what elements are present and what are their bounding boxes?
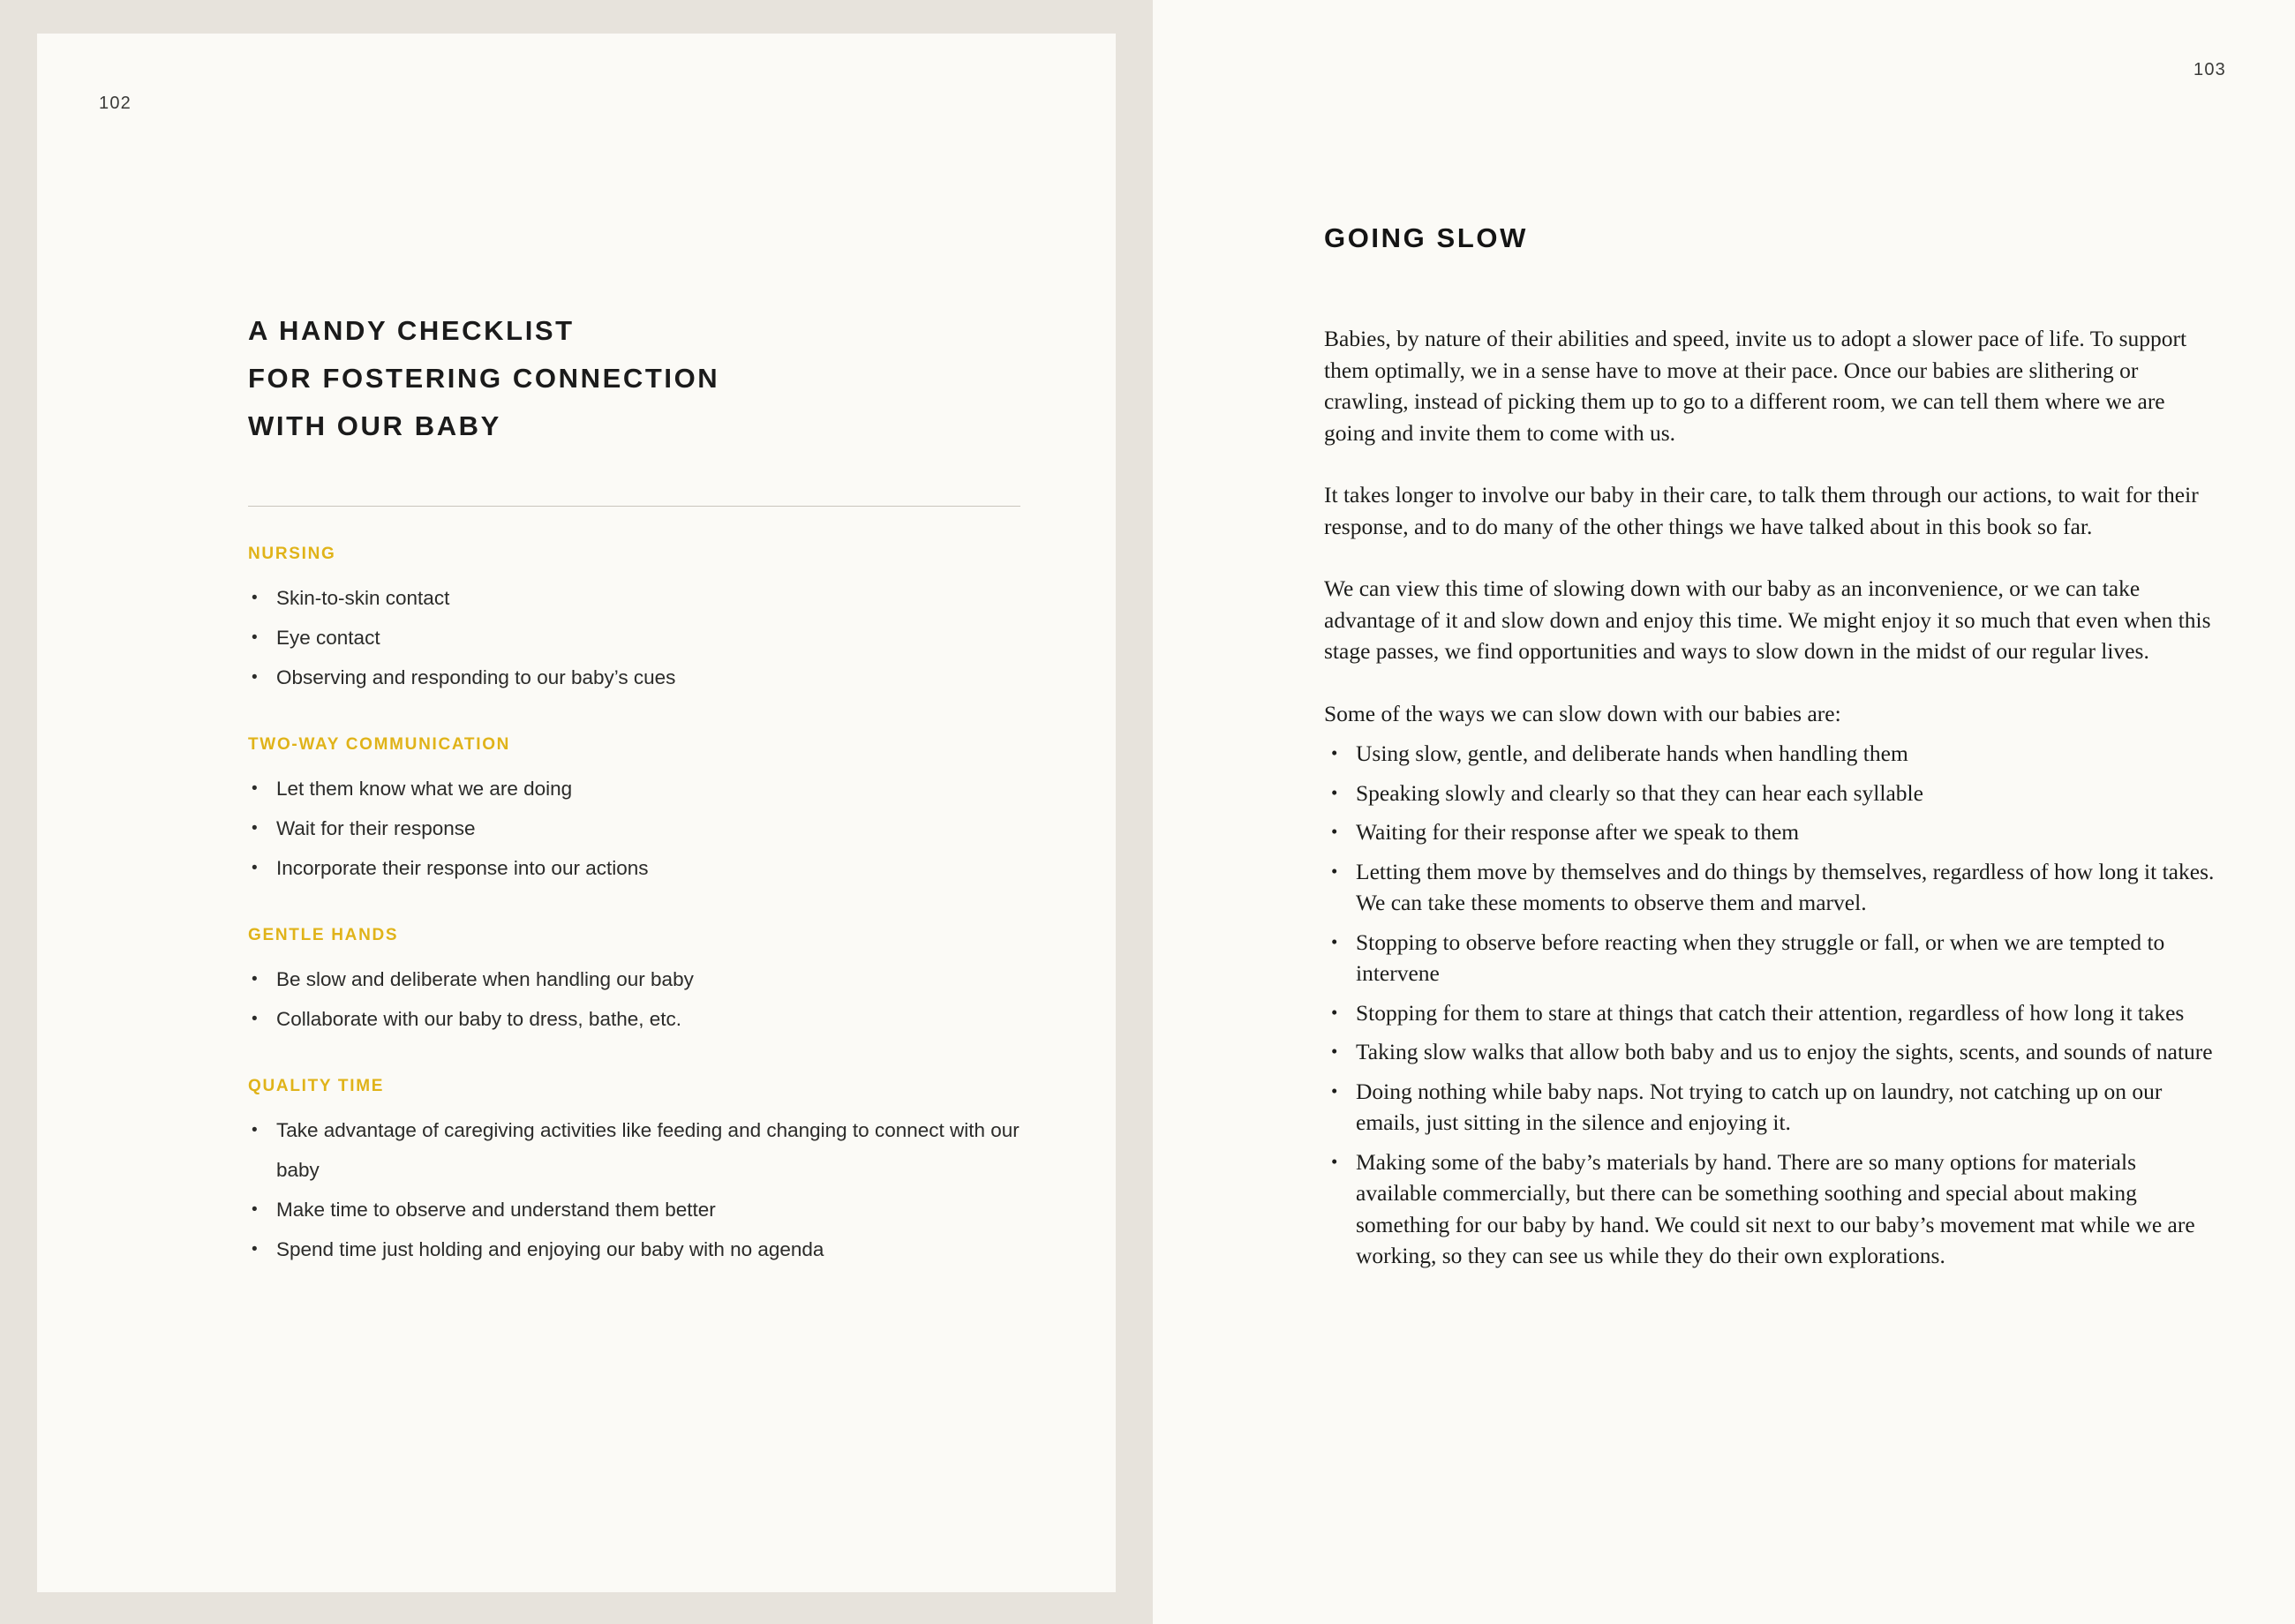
page-number-right: 103 <box>2193 60 2226 79</box>
bullet-icon: • <box>252 668 258 687</box>
list-item <box>248 769 1042 808</box>
list-item <box>248 1229 1042 1269</box>
list-item-text: Let them know what we are doing <box>276 778 573 800</box>
bullet-icon: • <box>252 1240 258 1259</box>
bullet-icon: • <box>1331 742 1338 763</box>
list-item-text: Collaborate with our baby to dress, bathe, etc. <box>276 1008 682 1030</box>
checklist-block <box>248 307 1042 1269</box>
body-paragraph: It takes longer to involve our baby in their care, to talk them through our actions, to wait for their response, and to do many of the other things we have talked about in this book so far. <box>1324 482 2199 539</box>
list-item-text: Making some of the baby’s materials by hand. There are so many options for materials available commercially, but there can be something soothing and special about making something for our baby by hand. We could sit next to our baby’s movement mat while we are working, so they can see us while they do their own explorations. <box>1356 1148 2195 1268</box>
list-item <box>1324 1147 2216 1272</box>
checklist-title-line-1: A HANDY CHECKLIST <box>248 315 575 346</box>
list-item-text: Letting them move by themselves and do things by themselves, regardless of how long it takes. We can take these moments to observe them and marvel. <box>1356 858 2215 915</box>
bullet-icon: • <box>252 1121 258 1139</box>
list-item-text: Eye contact <box>276 627 380 649</box>
list-item <box>248 578 1042 618</box>
bullet-icon: • <box>1331 821 1338 842</box>
bullet-icon: • <box>1331 1041 1338 1062</box>
list-item-text: Be slow and deliberate when handling our baby <box>276 968 694 990</box>
bullet-icon: • <box>252 628 258 647</box>
bullet-icon: • <box>1331 1150 1338 1172</box>
checklist-items <box>248 959 1042 1039</box>
checklist-group-heading: QUALITY TIME <box>248 1077 385 1095</box>
body-paragraph: We can view this time of slowing down with our baby as an inconvenience, or we can take advantage of it and slow down and enjoy this time. We might enjoy it so much that even when this stage passes, we find opportunities and ways to slow down in the midst of our regular lives. <box>1324 575 2211 664</box>
bullet-icon: • <box>252 779 258 798</box>
list-item-text: Observing and responding to our baby’s cues <box>276 666 676 688</box>
bullet-icon: • <box>252 589 258 607</box>
checklist-title <box>248 307 1042 450</box>
list-intro-paragraph: Some of the ways we can slow down with our babies are: <box>1324 700 1841 726</box>
checklist-group <box>248 1077 1042 1269</box>
checklist-group <box>248 545 1042 697</box>
checklist-title-line-3: WITH OUR BABY <box>248 410 501 441</box>
list-item <box>1324 927 2216 989</box>
horizontal-divider <box>248 506 1020 507</box>
list-item <box>248 999 1042 1039</box>
list-item <box>1324 1076 2216 1139</box>
slow-down-list <box>1324 738 2216 1272</box>
page-number-left: 102 <box>99 94 132 113</box>
list-item-text: Take advantage of caregiving activities like feeding and changing to connect with our baby <box>276 1119 1020 1181</box>
list-item <box>1324 778 2216 809</box>
list-item <box>248 658 1042 697</box>
list-item-text: Stopping for them to stare at things that catch their attention, regardless of how long it takes <box>1356 999 2185 1026</box>
list-item-text: Make time to observe and understand them better <box>276 1199 716 1221</box>
list-item-text: Skin-to-skin contact <box>276 587 450 609</box>
list-item <box>1324 1036 2216 1068</box>
checklist-items <box>248 1110 1042 1269</box>
bullet-icon: • <box>1331 781 1338 803</box>
checklist-group-heading: NURSING <box>248 545 336 563</box>
right-page <box>1153 0 2295 1624</box>
list-item <box>1324 997 2216 1029</box>
list-item <box>248 848 1042 888</box>
list-item <box>1324 816 2216 848</box>
list-item <box>1324 738 2216 770</box>
checklist-items <box>248 769 1042 888</box>
body-paragraph: Babies, by nature of their abilities and speed, invite us to adopt a slower pace of life. To support them optimally, we in a sense have to move at their pace. Once our babies are slithering or crawling, instead of picking them up to go to a different room, we can tell them where we are going and invite them to come with us. <box>1324 326 2187 446</box>
bullet-icon: • <box>252 1010 258 1028</box>
checklist-group-heading: GENTLE HANDS <box>248 926 399 944</box>
checklist-group <box>248 735 1042 888</box>
list-item <box>248 959 1042 999</box>
right-page-content-area <box>1324 222 2216 1280</box>
bullet-icon: • <box>1331 1079 1338 1101</box>
list-item <box>248 1110 1042 1190</box>
checklist-items <box>248 578 1042 697</box>
bullet-icon: • <box>252 1200 258 1219</box>
bullet-icon: • <box>1331 1001 1338 1023</box>
left-page-content-area <box>37 34 1116 1592</box>
list-item <box>248 618 1042 658</box>
section-title: GOING SLOW <box>1324 222 1528 253</box>
list-item <box>248 808 1042 848</box>
list-item-text: Taking slow walks that allow both baby and us to enjoy the sights, scents, and sounds of nature <box>1356 1039 2213 1064</box>
list-item-text: Speaking slowly and clearly so that they can hear each syllable <box>1356 779 1923 806</box>
list-item-text: Incorporate their response into our actions <box>276 857 649 879</box>
list-item <box>1324 856 2216 919</box>
bullet-icon: • <box>252 859 258 877</box>
list-item <box>248 1190 1042 1229</box>
list-item-text: Wait for their response <box>276 817 476 839</box>
bullet-icon: • <box>1331 860 1338 882</box>
list-item-text: Doing nothing while baby naps. Not trying to catch up on laundry, not catching up on our emails, just sitting in the silence and enjoying it. <box>1356 1078 2163 1135</box>
bullet-icon: • <box>1331 930 1338 952</box>
list-item-text: Spend time just holding and enjoying our baby with no agenda <box>276 1238 824 1260</box>
list-item-text: Waiting for their response after we speak to them <box>1356 819 1800 845</box>
checklist-group <box>248 926 1042 1039</box>
list-item-text: Using slow, gentle, and deliberate hands when handling them <box>1356 741 1908 766</box>
list-item-text: Stopping to observe before reacting when they struggle or fall, or when we are tempted to intervene <box>1356 929 2165 986</box>
checklist-title-line-2: FOR FOSTERING CONNECTION <box>248 363 720 394</box>
bullet-icon: • <box>252 970 258 989</box>
checklist-group-heading: TWO-WAY COMMUNICATION <box>248 735 511 754</box>
bullet-icon: • <box>252 819 258 838</box>
